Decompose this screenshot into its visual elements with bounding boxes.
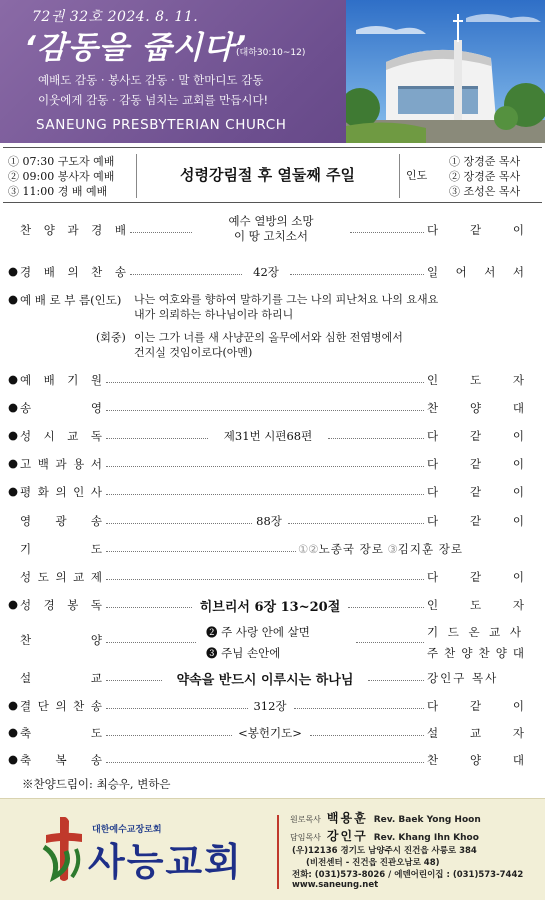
text-line: 나는 여호와를 향하여 말하기를 그는 나의 피난처요 나의 요새요 <box>134 293 439 306</box>
church-name-korean: 사능교회 <box>88 840 243 884</box>
service-time-1: ① 07:30 구도자 예배 <box>8 155 115 168</box>
leader-dots <box>356 642 424 643</box>
leader-dots <box>368 680 424 681</box>
bullet-icon: ● <box>8 456 19 470</box>
vision-center-address: (비전센터 - 진건읍 진관오남로 48) <box>306 858 440 868</box>
issue-info: 72권 32호 2024. 8. 11. <box>32 9 199 25</box>
cross-logo-icon <box>42 817 86 883</box>
leader-3: ③ 조성은 목사 <box>449 185 521 198</box>
leader-dots <box>106 494 424 495</box>
item-label: 성 도 의 교 제 <box>20 570 102 584</box>
content-line: 예수 열방의 소망 <box>228 214 314 228</box>
bullet-icon: ● <box>8 400 19 414</box>
item-responsible: 찬 양 대 <box>427 753 524 767</box>
leader-dots <box>310 735 424 736</box>
anthem-line-2: ❷ 주 사랑 안에 살면 <box>206 625 310 639</box>
item-content: 88장 <box>256 514 282 528</box>
item-label: 결 단 의 찬 송 <box>20 699 102 713</box>
senior-pastor-line <box>290 807 481 826</box>
service-time-3: ③ 11:00 경 배 예배 <box>8 185 108 198</box>
leader-dots <box>288 523 424 524</box>
pastor-name-en: Rev. Baek Yong Hoon <box>373 815 481 825</box>
denomination: 대한예수교장로회 <box>92 825 162 835</box>
item-label: 영 광 송 <box>20 514 102 528</box>
item-label: 예 배 기 원 <box>20 373 102 387</box>
item-content <box>206 622 310 664</box>
item-label: 송 영 <box>20 401 102 415</box>
anthem-line-3: ❸ 주님 손안에 <box>206 646 281 660</box>
church-name-english: SANEUNG PRESBYTERIAN CHURCH <box>36 117 287 133</box>
item-responsible: 설 교 자 <box>427 726 524 740</box>
item-responsible: 인 도 자 <box>427 373 524 387</box>
item-label: 경 배 의 찬 송 <box>20 265 126 279</box>
item-content: 제31번 시편68편 <box>223 429 313 443</box>
item-responsible: 다 같 이 <box>427 570 524 584</box>
bullet-icon: ● <box>8 484 19 498</box>
item-responsible: 다 같 이 <box>427 429 524 443</box>
leader-dots <box>130 274 242 275</box>
item-content: 312장 <box>253 699 287 713</box>
pastor-name: 강인구 <box>326 829 368 843</box>
item-label: 설 교 <box>20 671 102 685</box>
bullet-icon: ● <box>8 264 19 278</box>
address: (우)12136 경기도 남양주시 진건읍 사릉로 384 <box>292 846 477 856</box>
item-label: 축 도 <box>20 726 102 740</box>
item-content: <봉헌기도> <box>238 726 302 740</box>
item-label: 기 도 <box>20 542 102 556</box>
item-label: 성 경 봉 독 <box>20 598 102 612</box>
bullet-icon: ● <box>8 752 19 766</box>
item-label: 고 백 과 용 서 <box>20 457 102 471</box>
leader-dots <box>106 410 424 411</box>
bullet-icon: ● <box>8 698 19 712</box>
item-responsible: 다 같 이 <box>427 457 524 471</box>
item-responsible: 찬 양 대 <box>427 401 524 415</box>
church-building-photo <box>346 0 545 143</box>
lead-pastor-line <box>290 825 479 844</box>
item-content <box>196 214 346 244</box>
item-responsible: 인 도 자 <box>427 598 524 612</box>
item-label: 축 복 송 <box>20 753 102 767</box>
leader-dots <box>106 466 424 467</box>
role-label: 담임목사 <box>290 833 321 842</box>
leader-dots <box>294 708 424 709</box>
text-line: 건지실 것임이로다(아멘) <box>134 346 253 359</box>
service-time-2: ② 09:00 봉사자 예배 <box>8 170 115 183</box>
bulletin-header <box>0 0 545 143</box>
slogan-verse: (대하30:10~12) <box>236 48 306 58</box>
item-responsible: 일 어 서 서 <box>427 265 524 279</box>
leader-dots <box>348 607 424 608</box>
service-mark: ③ <box>387 542 398 556</box>
leader-dots <box>106 438 208 439</box>
item-label: 찬 양 과 경 배 <box>20 223 126 237</box>
bullet-icon: ● <box>8 292 19 306</box>
leader-dots <box>106 642 196 643</box>
motto-line-2: 이웃에게 감동 · 감동 넘치는 교회를 만듭시다! <box>38 93 269 107</box>
sermon-title: 약속을 반드시 이루시는 하나님 <box>176 673 354 688</box>
leader-dots <box>106 708 248 709</box>
text-line: 이는 그가 너를 새 사냥꾼의 올무에서와 심한 전염병에서 <box>134 331 403 344</box>
leader-dots <box>130 232 192 233</box>
prayer-leader-1: 노종국 장로 <box>318 542 384 556</box>
item-content: 히브리서 6장 13~20절 <box>199 600 341 615</box>
item-label: 평 화 의 인 사 <box>20 485 102 499</box>
bullet-icon: ● <box>8 597 19 611</box>
divider <box>399 154 400 198</box>
phone-numbers: 전화: (031)573-8026 / 에덴어린이집 : (031)573-7442 <box>292 870 524 880</box>
motto-line-1: 예배도 감동 · 봉사도 감동 · 말 한마디도 감동 <box>38 73 264 87</box>
leader-dots <box>106 382 424 383</box>
leader-2: ② 장경준 목사 <box>449 170 521 183</box>
divider <box>277 815 279 889</box>
praise-team-note: ※찬양드림이: 최승우, 변하은 <box>22 777 171 791</box>
bullet-icon: ● <box>8 428 19 442</box>
prayer-leader-3: 김지훈 장로 <box>397 542 463 556</box>
leader-dots <box>328 438 424 439</box>
service-marks: ①② <box>298 542 319 556</box>
pastor-name: 백용훈 <box>326 811 368 825</box>
call-leader-text <box>134 292 438 322</box>
leader-dots <box>350 232 424 233</box>
prayer-leaders <box>298 541 463 557</box>
pastor-name-en: Rev. Khang Ihn Khoo <box>373 833 479 843</box>
church-footer <box>0 798 545 900</box>
leader-dots <box>106 735 232 736</box>
choir-list <box>427 622 524 664</box>
item-content: 42장 <box>253 265 279 279</box>
leader-dots <box>106 680 162 681</box>
item-responsible: 다 같 이 <box>427 485 524 499</box>
item-responsible: 다 같 이 <box>427 699 524 713</box>
item-label: 찬 양 <box>20 633 102 647</box>
choir-line-1: 기 드 온 교 사 <box>427 625 524 639</box>
leader-dots <box>106 762 424 763</box>
website-link[interactable]: www.saneung.net <box>292 880 379 890</box>
slogan: ‘감동을 줍시다’ <box>24 30 248 66</box>
item-responsible: 강인구 목사 <box>427 671 499 685</box>
service-info-box <box>3 147 542 203</box>
leader-dots <box>290 274 424 275</box>
text-line: 내가 의뢰하는 하나님이라 하리니 <box>134 308 294 321</box>
leader-dots <box>106 551 296 552</box>
content-line: 이 땅 고치소서 <box>234 229 308 243</box>
leader-label: 인도 <box>406 169 428 182</box>
leader-dots <box>106 607 192 608</box>
leader-dots <box>106 579 424 580</box>
congregation-tag: (회중) <box>96 331 126 344</box>
item-responsible: 다 같 이 <box>427 223 524 237</box>
bullet-icon: ● <box>8 372 19 386</box>
item-label: 예 배 로 부 름(인도) <box>20 293 122 307</box>
item-label: 성 시 교 독 <box>20 429 102 443</box>
sunday-title: 성령강림절 후 열둘째 주일 <box>179 166 356 184</box>
leader-1: ① 장경준 목사 <box>449 155 521 168</box>
bullet-icon: ● <box>8 725 19 739</box>
leader-dots <box>106 523 252 524</box>
item-responsible: 다 같 이 <box>427 514 524 528</box>
call-congregation-text <box>134 330 403 360</box>
choir-line-2: 주 찬 양 찬 양 대 <box>427 646 524 660</box>
role-label: 원로목사 <box>290 815 321 824</box>
